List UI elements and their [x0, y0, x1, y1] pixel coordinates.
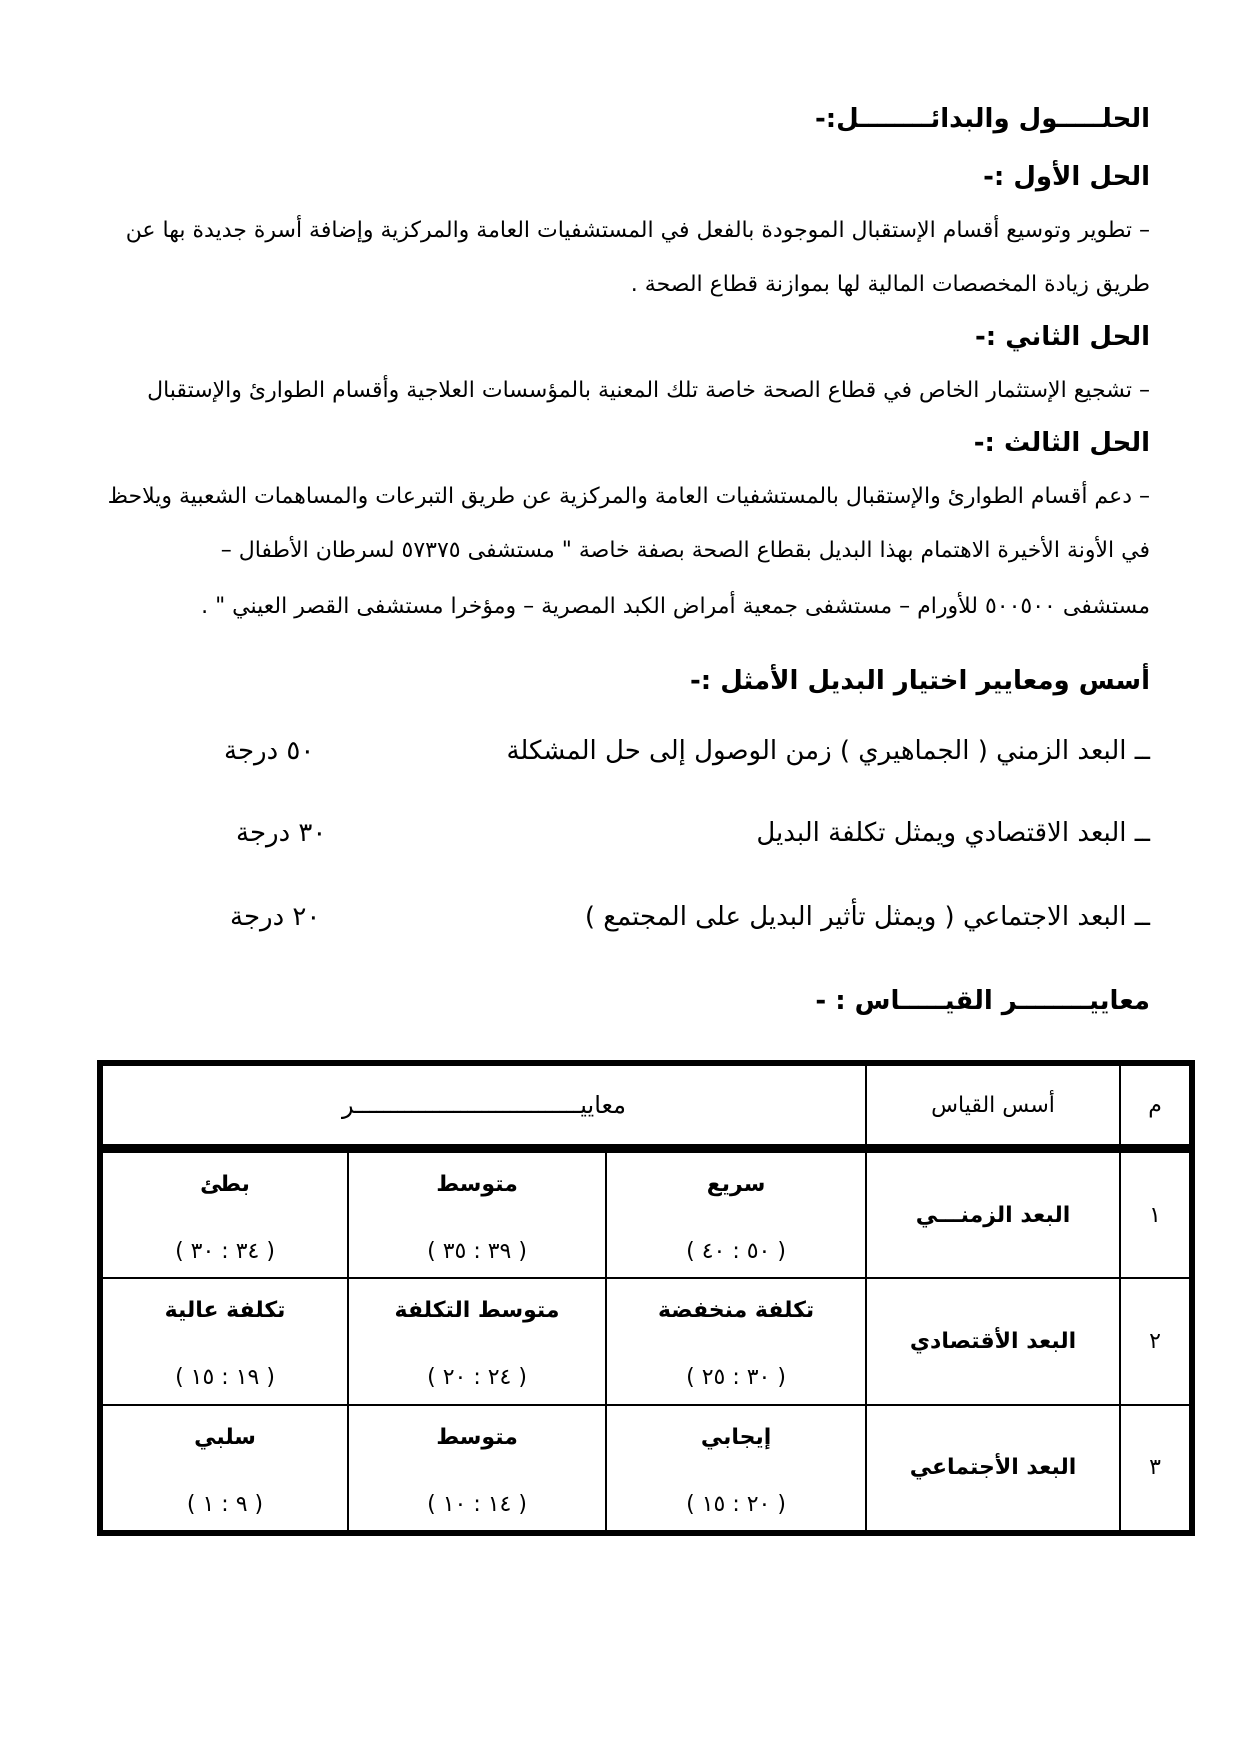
table-row: [102, 1152, 1190, 1278]
third-solution-line-3: مستشفى ٥٠٠٥٠٠ للأورام – مستشفى جمعية أمراض الكبد المصرية – ومؤخرا مستشفى القصر العيني " .: [201, 594, 1150, 619]
solutions-heading: الحلـــــول والبدائــــــــل:-: [814, 104, 1150, 134]
range-label: ( ١٩ : ١٥ ): [175, 1365, 275, 1391]
third-solution-line-2: في الأونة الأخيرة الاهتمام بهذا البديل بقطاع الصحة بصفة خاصة " مستشفى ٥٧٣٧٥ لسرطان الأطفال –: [220, 538, 1150, 563]
second-solution-line-1: – تشجيع الإستثمار الخاص في قطاع الصحة خاصة تلك المعنية بالمؤسسات العلاجية وأقسام الطوارئ والإستقبال: [147, 378, 1150, 403]
criteria-cell: [102, 1278, 348, 1404]
range-label: ( ٩ : ١ ): [186, 1491, 264, 1517]
table-row: [102, 1278, 1190, 1404]
range-label: ( ٥٠ : ٤٠ ): [686, 1239, 786, 1265]
level-label: سريع: [706, 1172, 766, 1198]
measurement-table: [97, 1060, 1195, 1536]
row-basis: البعد الأجتماعي: [866, 1405, 1120, 1531]
header-num: م: [1120, 1065, 1190, 1152]
range-label: ( ١٤ : ١٠ ): [427, 1491, 527, 1517]
criterion-score: ٣٠ درجة: [236, 818, 327, 848]
third-solution-heading: الحل الثالث :-: [973, 428, 1150, 458]
level-label: متوسط: [436, 1172, 518, 1198]
header-basis: أسس القياس: [866, 1065, 1120, 1152]
range-label: ( ٢٠ : ١٥ ): [686, 1491, 786, 1517]
range-label: ( ٣٩ : ٣٥ ): [427, 1239, 527, 1265]
range-label: ( ٣٠ : ٢٥ ): [686, 1365, 786, 1391]
row-basis: البعد الزمنـــي: [866, 1152, 1120, 1278]
criteria-cell: [606, 1405, 866, 1531]
row-num: ٢: [1120, 1278, 1190, 1404]
criteria-cell: [606, 1278, 866, 1404]
criteria-cell: [348, 1278, 606, 1404]
level-label: متوسط التكلفة: [394, 1298, 560, 1324]
criterion-row: [0, 818, 1240, 858]
level-label: تكلفة منخفضة: [657, 1298, 815, 1324]
first-solution-heading: الحل الأول :-: [983, 162, 1150, 192]
criterion-text: ــ البعد الزمني ( الجماهيري ) زمن الوصول إلى حل المشكلة: [506, 736, 1150, 766]
level-label: بطئ: [200, 1172, 250, 1198]
row-basis: البعد الأقتصادي: [866, 1278, 1120, 1404]
range-label: ( ٢٤ : ٢٠ ): [427, 1365, 527, 1391]
header-criteria: معاييــــــــــــــــــــــــــــــــر: [102, 1065, 866, 1152]
third-solution-line-1: – دعم أقسام الطوارئ والإستقبال بالمستشفيات العامة والمركزية عن طريق التبرعات والمساهمات الشعبية ويلاحظ: [107, 484, 1150, 509]
criteria-cell: [606, 1152, 866, 1278]
criteria-cell: [102, 1152, 348, 1278]
level-label: متوسط: [436, 1424, 518, 1450]
criterion-score: ٢٠ درجة: [230, 902, 321, 932]
selection-criteria-heading: أسس ومعايير اختيار البديل الأمثل :-: [689, 666, 1150, 696]
criterion-row: [0, 736, 1240, 776]
first-solution-line-1: – تطوير وتوسيع أقسام الإستقبال الموجودة بالفعل في المستشفيات العامة والمركزية وإضافة أسرة جديدة بها عن: [125, 218, 1150, 243]
table-row: [102, 1405, 1190, 1531]
measurement-criteria-heading: معاييــــــــر القيـــــاس : -: [815, 986, 1150, 1016]
criterion-text: ــ البعد الاقتصادي ويمثل تكلفة البديل: [756, 818, 1150, 848]
criterion-score: ٥٠ درجة: [224, 736, 315, 766]
level-label: إيجابي: [700, 1424, 772, 1450]
range-label: ( ٣٤ : ٣٠ ): [175, 1239, 275, 1265]
second-solution-heading: الحل الثاني :-: [974, 322, 1150, 352]
first-solution-line-2: طريق زيادة المخصصات المالية لها بموازنة قطاع الصحة .: [630, 272, 1150, 297]
table-header-row: [102, 1065, 1190, 1152]
criteria-cell: [348, 1152, 606, 1278]
criteria-cell: [102, 1405, 348, 1531]
criteria-cell: [348, 1405, 606, 1531]
criterion-row: [0, 902, 1240, 942]
row-num: ٣: [1120, 1405, 1190, 1531]
criterion-text: ــ البعد الاجتماعي ( ويمثل تأثير البديل على المجتمع ): [584, 902, 1150, 932]
level-label: سلبي: [194, 1424, 256, 1450]
level-label: تكلفة عالية: [164, 1298, 286, 1324]
row-num: ١: [1120, 1152, 1190, 1278]
